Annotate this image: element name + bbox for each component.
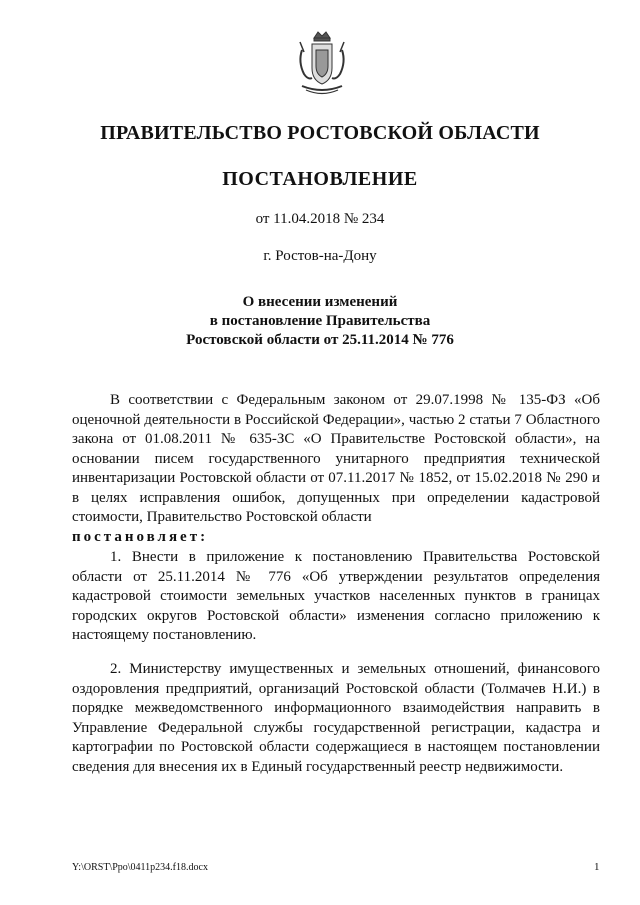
- title-line-2: в постановление Правительства: [209, 313, 431, 329]
- item-2-paragraph: 2. Министерству имущественных и земельных отношений, финансового оздоровления предприятий, организаций Ростовской области (Толмачев Н.И.) в порядке межведомственного информационного взаимодействия направить в Управление Федеральной службы государственной регистрации, кадастра и картографии по Ростовской области содержащиеся в настоящем постановлении сведения для внесения их в Единый государственный реестр недвижимости.: [72, 661, 600, 775]
- document-title: [0, 293, 640, 350]
- preamble-text: В соответствии с Федеральным законом от 29.07.1998 № 135-ФЗ «Об оценочной деятельности в Российской Федерации», частью 2 статьи 7 Областного закона от 01.08.2011 № 635-ЗС «О Правительстве Ростовской области», на основании писем государственного унитарного предприятия технической инвентаризации Ростовской области от 07.11.2017 № 1852, от 15.02.2018 № 290 и в целях исправления ошибок, допущенных при определении кадастровой стоимости, Правительство Ростовской области: [72, 392, 600, 525]
- document-date-number: от 11.04.2018 № 234: [255, 211, 385, 227]
- footer-file-path: Y:\ORST\Ppo\0411p234.f18.docx: [72, 862, 208, 873]
- title-line-3: Ростовской области от 25.11.2014 № 776: [186, 332, 454, 348]
- item-1-paragraph: 1. Внести в приложение к постановлению Правительства Ростовской области от 25.11.2014 № 776 «Об утверждении результатов определения кадастровой стоимости земельных участков населенных пунктов в границах городских округов Ростовской области» изменения согласно приложению к настоящему постановлению.: [72, 549, 600, 643]
- document-city: г. Ростов-на-Дону: [263, 248, 377, 264]
- organization-name: ПРАВИТЕЛЬСТВО РОСТОВСКОЙ ОБЛАСТИ: [100, 122, 540, 144]
- coat-of-arms-icon: [294, 28, 350, 98]
- footer-page-number: 1: [594, 861, 600, 873]
- document-type: ПОСТАНОВЛЕНИЕ: [222, 168, 418, 190]
- decree-word: постановляет:: [72, 528, 209, 545]
- title-line-1: О внесении изменений: [242, 294, 398, 310]
- preamble-paragraph: [72, 391, 600, 547]
